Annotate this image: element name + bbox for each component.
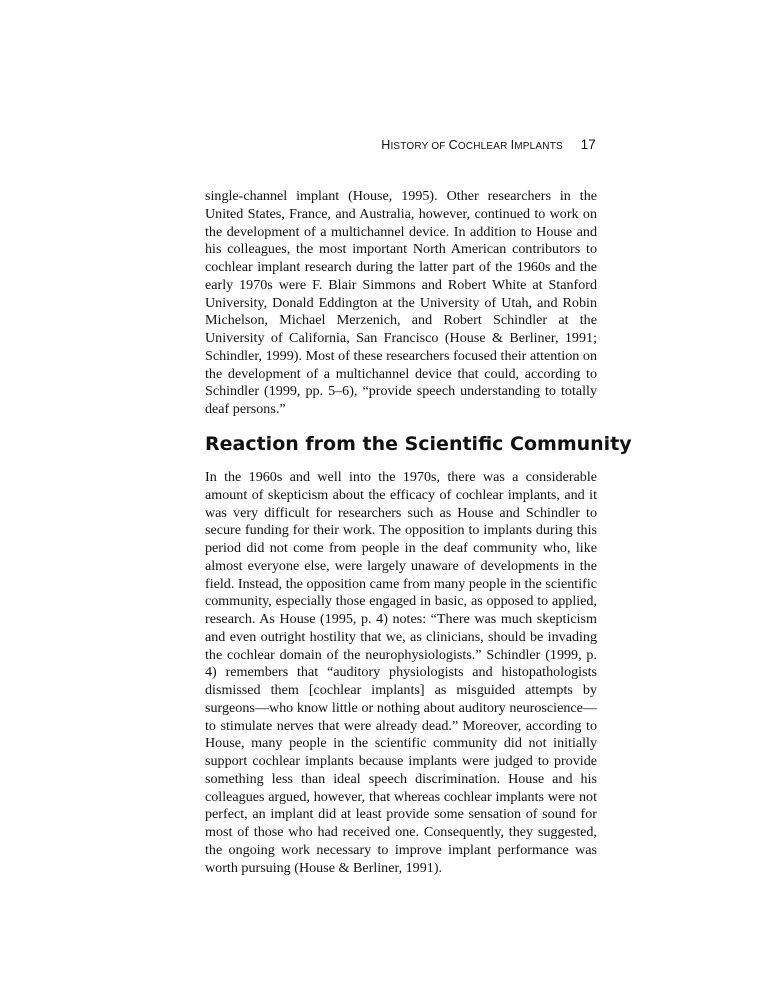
running-head-initial-2: C [448,138,458,152]
running-head-rest-2: OCHLEAR [457,141,511,152]
section-heading: Reaction from the Scientific Community [205,433,632,455]
running-head [381,137,596,152]
running-head-initial-1: H [381,138,391,152]
running-head-rest-3: MPLANTS [514,141,563,152]
body-paragraph-2: In the 1960s and well into the 1970s, there was a considerable amount of skepticism about the efficacy of cochlear implants, and it was very difficult for researchers such as House and Schindler to secure funding for their work. The opposition to implants during this period did not come from people in the deaf community who, like almost everyone else, were largely unaware of developments in the field. Instead, the opposition came from many people in the scientific community, especially those engaged in basic, as opposed to applied, research. As House (1995, p. 4) notes: “There was much skepticism and even outright hostility that we, as clinicians, should be invading the cochlear domain of the neurophysiologists.” Schindler (1999, p. 4) remembers that “auditory physiologists and histopathologists dismissed them [cochlear implants] as misguided attempts by surgeons—who know little or nothing about auditory neuroscience—to stimulate nerves that were already dead.” Moreover, according to House, many people in the scientific community did not initially support cochlear implants because implants were judged to provide something less than ideal speech discrimination. House and his colleagues argued, however, that whereas cochlear implants were not perfect, an implant did at least provide some sensation of sound for most of those who had received one. Consequently, they suggested, the ongoing work necessary to improve implant performance was worth pursuing (House & Berliner, 1991). [205,469,597,876]
running-head-rest-1: ISTORY OF [390,141,449,152]
running-head-initial-3: I [510,138,515,152]
body-paragraph-1: single-channel implant (House, 1995). Other researchers in the United States, France, and Australia, however, continued to work on the development of a multichannel device. In addition to House and his colleagues, the most important North American contributors to cochlear implant research during the latter part of the 1960s and the early 1970s were F. Blair Simmons and Robert White at Stanford University, Donald Eddington at the University of Utah, and Robin Michelson, Michael Merzenich, and Robert Schindler at the University of California, San Francisco (House & Berliner, 1991; Schindler, 1999). Most of these researchers focused their attention on the development of a multichannel device that could, according to Schindler (1999, pp. 5–6), “provide speech understanding to totally deaf persons.” [205,188,597,417]
page-number: 17 [580,137,596,152]
